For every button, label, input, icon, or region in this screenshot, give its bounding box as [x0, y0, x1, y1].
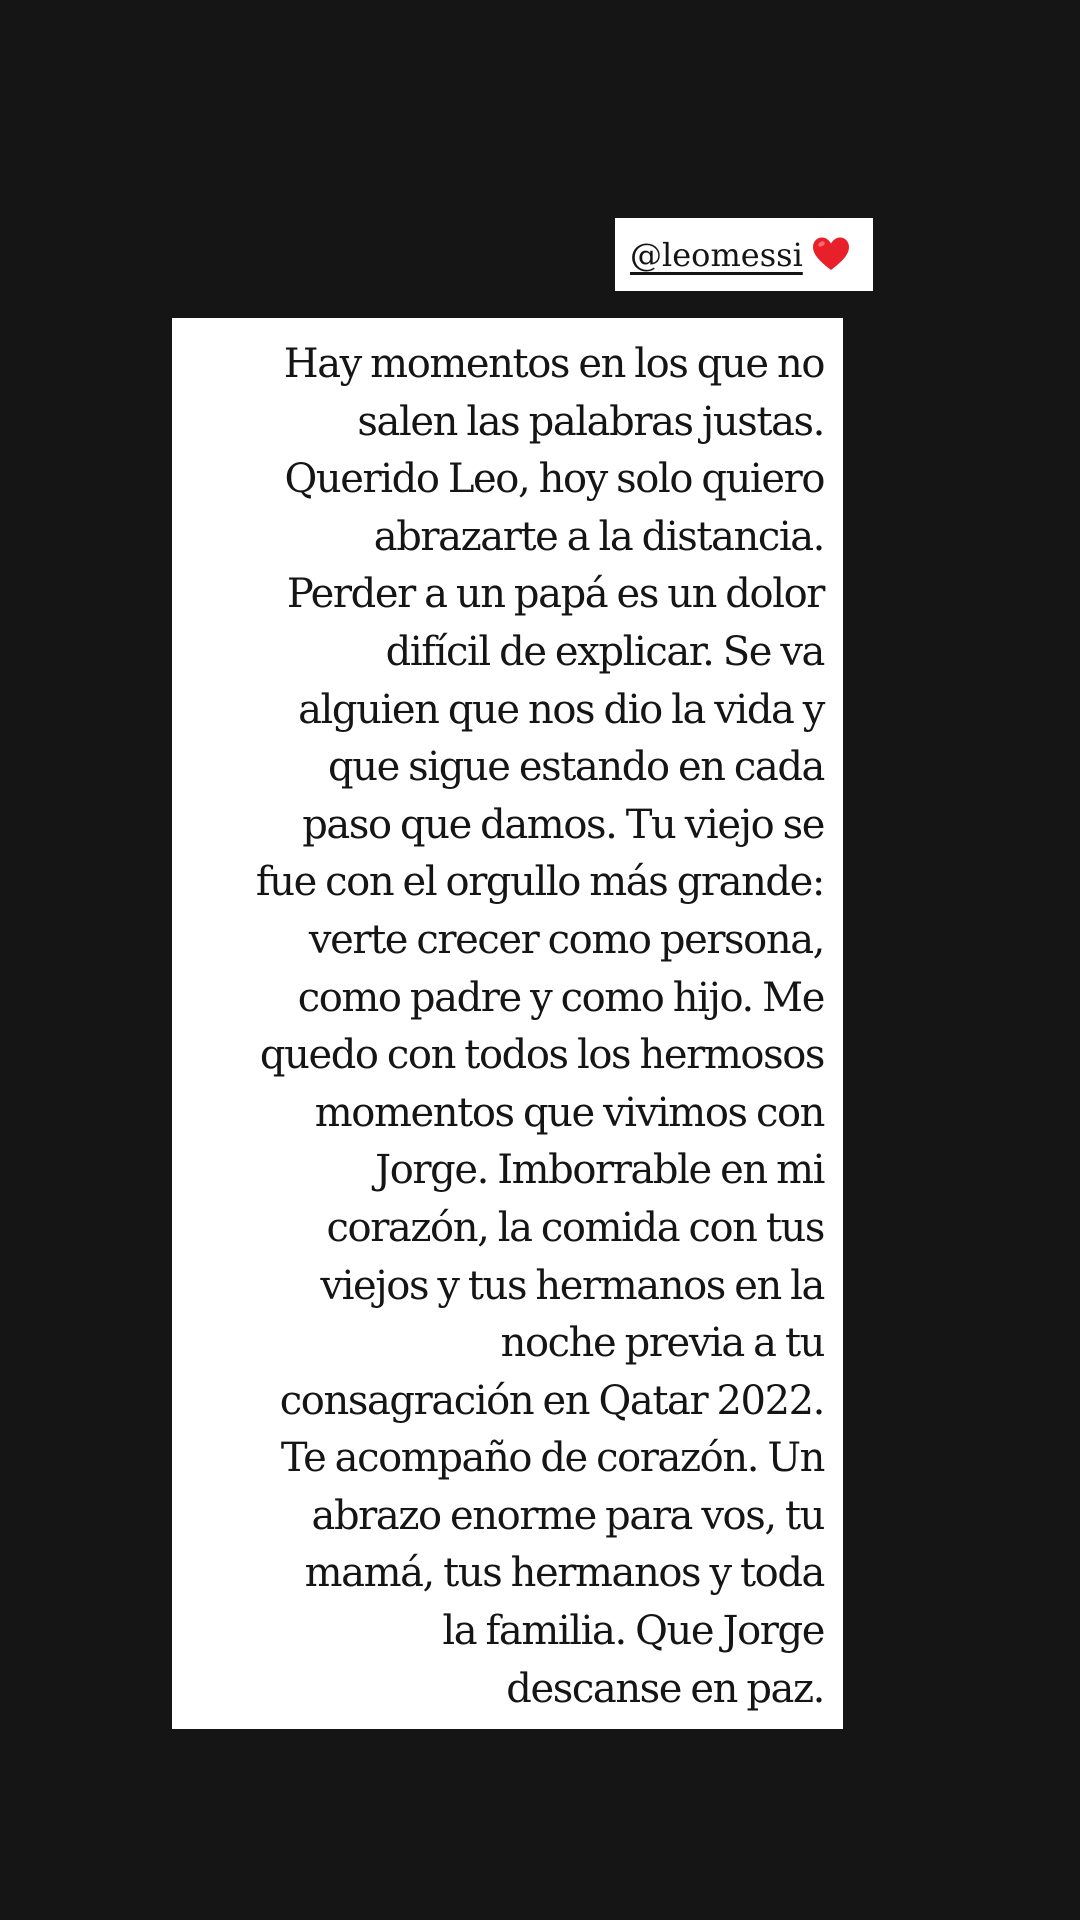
message-line: Querido Leo, hoy solo quiero — [284, 456, 824, 503]
message-line: Te acompaño de corazón. Un — [280, 1435, 824, 1482]
message-line: salen las palabras justas. — [357, 398, 824, 445]
message-line: verte crecer como persona, — [308, 916, 824, 963]
message-line: abrazarte a la distancia. — [373, 513, 824, 560]
message-line: Hay momentos en los que no — [283, 341, 824, 387]
heart-icon — [811, 235, 851, 275]
message-text — [182, 336, 824, 1718]
message-line: fue con el orgullo más grande: — [255, 859, 824, 906]
message-line: alguien que nos dio la vida y — [298, 686, 824, 733]
message-line: mamá, tus hermanos y toda — [304, 1550, 824, 1597]
message-line: descanse en paz. — [506, 1665, 824, 1712]
message-line: viejos y tus hermanos en la — [320, 1262, 824, 1309]
message-line: la familia. Que Jorge — [442, 1608, 824, 1655]
message-line: paso que damos. Tu viejo se — [302, 801, 824, 848]
mention-leomessi-link[interactable]: @leomessi — [630, 235, 803, 274]
message-line: Perder a un papá es un dolor — [286, 571, 824, 618]
message-line: abrazo enorme para vos, tu — [311, 1492, 824, 1539]
message-line: que sigue estando en cada — [328, 744, 824, 791]
message-line: como padre y como hijo. Me — [297, 974, 824, 1021]
message-line: quedo con todos los hermosos — [259, 1032, 824, 1079]
text-card — [172, 318, 843, 1729]
message-line: consagración en Qatar 2022. — [279, 1377, 824, 1424]
message-line: corazón, la comida con tus — [326, 1204, 824, 1251]
message-line: momentos que vivimos con — [314, 1089, 824, 1136]
mention-sticker[interactable] — [615, 218, 873, 291]
message-line: Jorge. Imborrable en mi — [375, 1147, 824, 1194]
message-line: difícil de explicar. Se va — [385, 628, 824, 675]
message-line: noche previa a tu — [500, 1320, 824, 1367]
